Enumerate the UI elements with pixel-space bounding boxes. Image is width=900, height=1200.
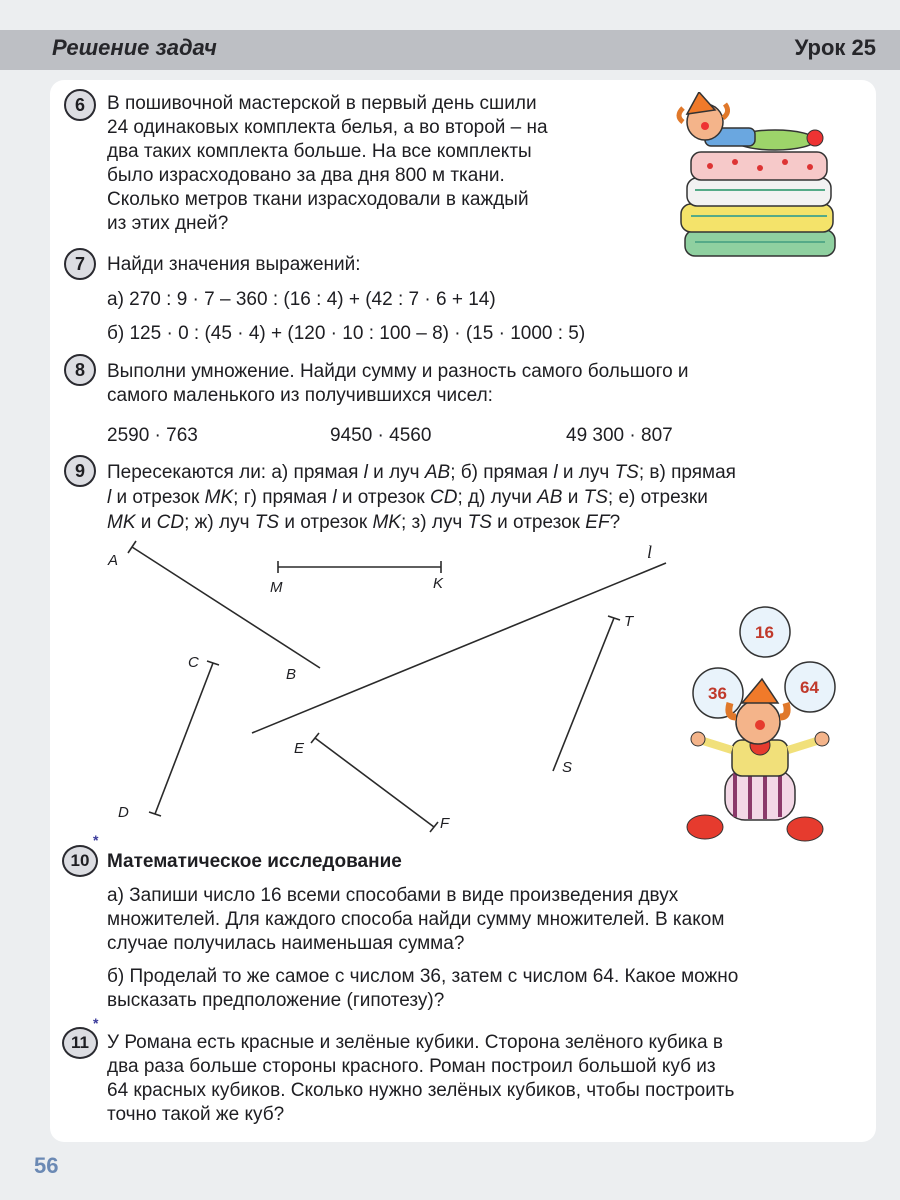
task-9-line: Пересекаются ли: а) прямая l и луч AB; б) прямая l и луч TS; в) прямая	[107, 462, 736, 483]
task-10-star: *	[93, 832, 99, 848]
label-l: l	[647, 542, 653, 562]
task-11-line: 64 красных кубиков. Сколько нужно зелёных кубиков, чтобы построить	[107, 1080, 735, 1101]
ray-ab	[132, 547, 320, 668]
task-6-text	[107, 92, 548, 236]
task-8-expression: 9450 · 4560	[330, 425, 432, 446]
label-f: F	[440, 815, 450, 832]
task-6-line: 24 одинаковых комплекта белья, а во второй – на	[107, 117, 548, 138]
task-11-line: У Романа есть красные и зелёные кубики. Сторона зелёного кубика в	[107, 1032, 723, 1053]
task-number-9: 9	[64, 455, 96, 487]
label-d: D	[118, 804, 129, 821]
juggling-clown-illustration	[670, 605, 850, 850]
task-8-text	[107, 360, 862, 408]
task-6-line: из этих дней?	[107, 213, 229, 234]
task-11-line: два раза больше стороны красного. Роман построил большой куб из	[107, 1056, 716, 1077]
task-number-6: 6	[64, 89, 96, 121]
task-11-line: точно такой же куб?	[107, 1104, 285, 1125]
task-6-line: два таких комплекта больше. На все комплекты	[107, 141, 532, 162]
task-6-line: было израсходовано за два дня 800 м ткани.	[107, 165, 505, 186]
task-6-line: Сколько метров ткани израсходовали в каждый	[107, 189, 529, 210]
task-7-expression-a: а) 270 : 9 · 7 – 360 : (16 : 4) + (42 : 7 · 6 + 14)	[107, 289, 496, 310]
task-11-star: *	[93, 1015, 99, 1031]
task-10-part-a	[107, 884, 862, 956]
task-number-8: 8	[64, 354, 96, 386]
clown-linen-illustration	[665, 92, 845, 272]
ray-ts	[553, 618, 614, 771]
task-7-title: Найди значения выражений:	[107, 254, 361, 275]
task-6-line: В пошивочной мастерской в первый день сшили	[107, 93, 537, 114]
task-10-line: высказать предположение (гипотезу)?	[107, 990, 445, 1011]
task-9-text	[107, 460, 862, 535]
label-m: M	[270, 579, 283, 596]
label-e: E	[294, 740, 305, 757]
label-b: B	[286, 666, 297, 683]
ball-number: 64	[800, 678, 819, 697]
task-number-10: 10	[62, 845, 98, 877]
ball-number: 36	[708, 684, 727, 703]
task-number-7: 7	[64, 248, 96, 280]
lesson-title: Урок 25	[794, 35, 876, 60]
task-number-11: 11	[62, 1027, 98, 1059]
page-header	[0, 30, 900, 70]
ball-number: 16	[755, 623, 774, 642]
task-10-line: множителей. Для каждого способа найди сумму множителей. В каком	[107, 909, 725, 930]
label-s: S	[562, 759, 573, 776]
task-9-line: l и отрезок MK; г) прямая l и отрезок CD; д) лучи AB и TS; е) отрезки	[107, 487, 708, 508]
label-a: A	[108, 552, 119, 569]
task-9-line: MK и CD; ж) луч TS и отрезок MK; з) луч TS и отрезок EF?	[107, 512, 621, 533]
task-10-title: Математическое исследование	[107, 851, 402, 872]
task-11-text	[107, 1031, 862, 1127]
task-10-line: б) Проделай то же самое с числом 36, затем с числом 64. Какое можно	[107, 966, 739, 987]
label-c: C	[188, 654, 199, 671]
task-8-expression: 2590 · 763	[107, 425, 198, 446]
task-7-expression-b: б) 125 · 0 : (45 · 4) + (120 · 10 : 100 – 8) · (15 · 1000 : 5)	[107, 323, 586, 344]
task-10-line: а) Запиши число 16 всеми способами в виде произведения двух	[107, 885, 679, 906]
line-l	[252, 563, 666, 733]
task-8-line: Выполни умножение. Найди сумму и разность самого большого и	[107, 361, 689, 382]
task-10-part-b	[107, 965, 862, 1013]
section-title: Решение задач	[52, 35, 217, 60]
label-k: K	[433, 575, 444, 592]
task-8-line: самого маленького из получившихся чисел:	[107, 385, 493, 406]
task-10-line: случае получилась наименьшая сумма?	[107, 933, 465, 954]
geometry-figure	[0, 530, 680, 850]
page-number: 56	[34, 1153, 59, 1178]
segment-ef	[315, 738, 434, 827]
task-8-expression: 49 300 · 807	[566, 425, 673, 446]
segment-cd	[155, 663, 213, 814]
label-t: T	[624, 613, 634, 630]
